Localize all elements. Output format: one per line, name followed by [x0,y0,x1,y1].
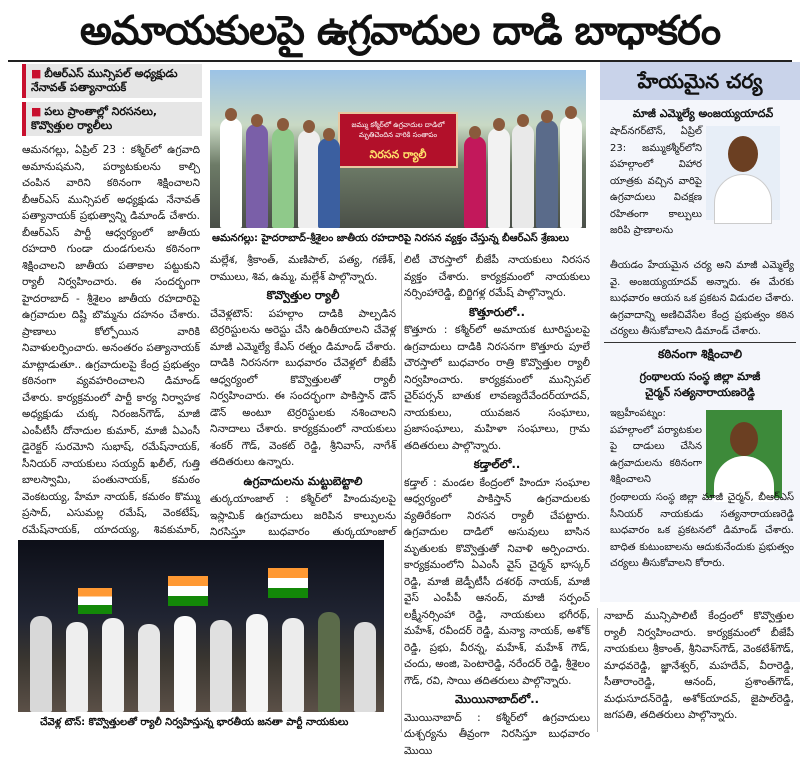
bullet-marker-icon: ■ [31,105,42,118]
person-figure [220,118,242,228]
column-rule [401,252,402,732]
flag-icon [168,576,208,606]
highlight-bullets [22,64,202,140]
candle-rally-photo [18,540,384,712]
subhead-candle-rally: కొవ్వొత్తుల ర్యాలీ [266,288,340,302]
column-1-text: ఆమనగల్లు, ఏప్రిల్‌ 23 : కశ్మీర్‌లో ఉగ్రవాది అమానుషమని, పర్యాటకులను కాల్చి చంపిన వారిని కఠినంగా శిక్షించాలని బీఆర్‌ఎస్‌ మున్సిపల్‌ అధ్యక్షుడు నేనావత్‌ పత్యానాయక్‌ ప్రభుత్వాన్ని డిమాండ్‌ చేశారు. బీఆర్‌ఎస్‌ పార్టీ ఆధ్వర్యంలో జాతీయ రహదారి గుండా దుండగులను కఠినంగా శిక్షించాలని జాతీయ పతాకాల పట్టుకుని ర్యాలీ నిర్వహించారు. ఈ సందర్భంగా హైదరాబాద్‌ - శ్రీశైలం జాతీయ రహదారిపై ఉగ్రవాదుల దిష్టి బొమ్మను దహనం చేశారు. ప్రాణాలు కోల్పోయిన వారికి నివాళులర్పించారు. అనంతరం పత్యానాయక్‌ మాట్లాడుతూ.. ఉగ్రవాదులపై కేంద్ర ప్రభుత్వం కఠినంగా వ్యవహరించాలని డిమాండ్‌ చేశారు. కార్యక్రమంలో పార్టీ కార్య నిర్వాహక అధ్యక్షుడు చుక్క నిరంజన్‌గౌడ్‌, మాజీ ఎంపీటీసీ దోనాదుల కుమార్‌, మాజీ ఏఎంసీ డైరెక్టర్‌ సురమోని సుభాష్‌, రమేష్‌నాయక్‌, సీనియర్‌ నాయకులు సయ్యద్‌ ఖలీల్‌, గుత్తి బాలస్వామి, పంతునాయక్‌, కమఠం వెంకటయ్య, హేమా నాయక్‌, కమఠం కొమ్ము ప్రసాద్‌, ఎసుమల్ల రమేష్‌, వెంకటేష్‌, రమేష్‌నాయక్‌, యాదయ్య, శివకుమార్‌, [22,144,200,536]
sidebar-story2-head1: గ్రంథాలయ సంస్థ జిల్లా మాజీ [639,370,761,383]
person-head [493,118,505,131]
sidebar-story1-narrow: షాద్‌నగర్‌టౌన్‌, ఏప్రిల్‌ 23: జమ్ముకశ్మీర్‌లోని పహల్గాంలో విహార యాత్రకు వచ్చిన వారిపై ఉగ్రవాదులు విచక్షణ రహితంగా కాల్పులు జరిపి ప్రాణాలను [610,126,702,236]
sidebar-story1-wide: తీయడం హేయమైన చర్య అని మాజీ ఎమ్మెల్యే వై. అంజయ్యయాదవ్‌ అన్నారు. ఈ మేరకు బుధవారం ఆయన ఒక ప్రకటన విడుదల చేశారు. ఉగ్రవాదాన్ని అణిచివేసేల కేంద్ర ప్రభుత్వం కఠిన చర్యలు తీసుకోవాలని డిమాండ్‌ చేశారు. [610,260,794,337]
portrait-anjaiah-yadav [706,126,780,220]
person-figure [282,618,304,712]
column-2-text: మల్లేశ, శ్రీకాంత్‌, మణిపాల్‌, పత్య, గణేశ్‌, రాములు, శివ, ఉమ్మ, మల్లేశ్‌ పాల్గొన్నారు. కొవ్వొత్తుల ర్యాలీ చేవెళ్లటౌన్‌: పహల్గాం దాడికి పాల్పడిన టెర్రరిస్టులను అరెస్టు చేసి ఉరితీయాలని చేవెళ్ల మాజీ ఎమ్మెల్యే కేఎస్‌ రత్నం డిమాండ్‌ చేశారు. దాడికి నిరసనగా బుధవారం చేవెళ్లలో బీజేపీ ఆధ్వర్యంలో కొవ్వొత్తులతో ర్యాలీ నిర్వహించారు. ఈ సందర్భంగా పాకిస్తాన్‌ డౌన్‌ డౌన్‌ అంటూ టెర్రరిస్టులకు నశించాలని నినాదాలు చేశారు. కార్యక్రమంలో నాయకులు శంకర్‌ గౌడ్‌, వెంకట్‌ రెడ్డి, శ్రీనివాస్‌, నాగేశ్‌ తదితరులు ఉన్నారు. ఉగ్రవాదులను మట్టుబెట్టాలి తుర్కయాంజాల్‌ : కశ్మీర్‌లో హిందువులపై ఇస్లామిక్‌ ఉగ్రవాదులు జరిపిన కాల్పులను నిరసిస్తూ బుధవారం తుర్కయాంజాల్‌ [210,254,396,538]
bottom-photo-caption: చేవెళ్ల టౌన్‌: కొవ్వొత్తులతో ర్యాలీ నిర్వహిస్తున్న భారతీయ జనతా పార్టీ నాయకులు [40,717,349,728]
column-3-text: లిటీ చౌరస్తాలో బీజేపీ నాయకులు నిరసన వ్యక్తం చేశారు. కార్యక్రమంలో నాయకులు నర్సింహారెడ్డి, బిర్జిగళ్ల రమేష్‌ పాల్గొన్నారు. కొత్తూరులో.. కొత్తూరు : కశ్మీర్‌లో అమాయక టూరిస్టులపై ఉగ్రవాదులు దాడికి నిరసనగా కొత్తూరు పూలే చౌరస్తాలో బుధవారం రాత్రి కొవ్వొత్తుల ర్యాలీ నిర్వహించారు. కార్యక్రమంలో మున్సిపల్‌ చైర్‌పర్సన్‌ బాతుక లావణ్యదేవేందర్‌యాదవ్‌, నాయకులు, యువజన సంఘాలు, ప్రజాసంఘాలు, మహిళా సంఘాలు, గ్రామ తదితరులు పాల్గొన్నారు. కడ్తాల్‌లో.. కడ్తాల్‌ : మండల కేంద్రంలో హిందూ సంఘాల ఆధ్వర్యంలో పాకిస్తాన్‌ ఉగ్రవాదులకు వ్యతిరేకంగా నిరసన ర్యాలీ చేపట్టారు. ఉగ్రవాదుల దాడిలో అసువులు బాసిన మృతులకు కొవ్వొత్తుతో నివాళి అర్పించారు. కార్యక్రమంలోని ఏఎంసీ వైస్‌ చైర్మన్‌ భాస్కర్‌ రెడ్డి, మాజీ జెడ్పీటీసీ దశరథ్‌ నాయక్‌, మాజీ వైస్‌ ఎంపీపీ ఆనంద్‌, మాజీ సర్పంచ్‌ లక్ష్మీనర్సింహా రెడ్డి, నాయకులు భగీరథ్‌, మహేశ్‌, రవీందర్‌ రెడ్డి, మన్యా నాయక్‌, అశోక్‌ రెడ్డి, ప్రభు, వీరన్న, మహేశ్‌, మహేశ్‌ గౌడ్‌, చందు, అంజి, పెంటారెడ్డి, నరేందర్‌ రెడ్డి, శ్రీశైలం గౌడ్‌, రవి, సాయి తదితరులు పాల్గొన్నారు. మొయినాబాద్‌లో.. మొయినాబాద్‌ : కశ్మీర్‌లో ఉగ్రవాదులు దుశ్చర్యను తీవ్రంగా నిరసిస్తూ బుధవారం మొయి [404,254,590,757]
protest-banner: జమ్ము కశ్మీర్‌లో ఉగ్రవాదుల దాడిలో మృతిచెందిన వారికి సంతాపం నిరసన ర్యాలీ [338,112,458,168]
person-head [277,118,289,131]
person-figure [464,136,486,228]
person-figure [298,130,320,228]
person-head [469,126,481,139]
person-head [225,108,237,121]
person-figure [512,124,534,228]
person-figure [354,622,376,712]
sidebar-title: హేయమైన చర్య [600,62,800,100]
sidebar-story2-wide: గ్రంథాలయ సంస్థ జిల్లా మాజీ చైర్మన్‌, బీఆర్‌ఎస్‌ సీనియర్‌ నాయకుడు సత్యనారాయణరెడ్డి బుధవారం ఒక ప్రకటనలో డిమాండ్‌ చేశారు. బాధిత కుటుంబాలను ఆదుకునేందుకు ప్రభుత్వం చర్యలు తీసుకోవాలని కోరారు. [610,492,794,569]
person-figure [138,624,160,712]
subhead-eliminate-terrorists: ఉగ్రవాదులను మట్టుబెట్టాలి [243,473,363,488]
person-figure [560,116,582,228]
flag-icon [78,588,112,614]
person-figure [174,616,196,712]
subhead-kadthal: కడ్తాల్‌లో.. [473,457,521,471]
person-figure [536,120,558,228]
subhead-moinabad: మొయినాబాద్‌లో.. [455,692,539,706]
bullet-item: ■ పలు ప్రాంతాల్లో నిరసనలు, కొవ్వొత్తుల ర్యాలీలు [22,102,202,136]
headline: అమాయకులపై ఉగ్రవాదుల దాడి బాధాకరం [79,8,721,54]
sidebar-story2-title: కఠినంగా శిక్షించాలి [657,347,743,361]
person-head [565,106,577,119]
portrait-face [728,136,758,172]
person-figure [210,620,232,712]
person-head [517,114,529,127]
person-figure [488,128,510,228]
flag-icon [268,568,308,598]
subhead-kothur: కొత్తూరులో.. [469,304,525,319]
protest-photo [210,70,586,228]
person-figure [246,124,268,228]
sidebar-story2-head2: చైర్మన్‌ సత్యనారాయణరెడ్డి [645,386,755,399]
bullet-marker-icon: ■ [31,67,42,80]
person-head [323,128,335,141]
sidebar-divider [604,342,796,343]
person-figure [66,622,88,712]
sidebar-story1-head: మాజీ ఎమ్మెల్యే అంజయ్యయాదవ్‌ [632,107,774,120]
portrait-shirt [714,174,772,224]
column-4-bottom-text: నాబాద్‌ మున్సిపాలిటీ కేంద్రంలో కొవ్వొత్తుల ర్యాలీ నిర్వహించారు. కార్యక్రమంలో బీజేపీ నాయకులు శ్రీకాంత్‌, శ్రీనివాస్‌గౌడ్‌, వెంకటేశ్‌గౌడ్‌, మాధవరెడ్డి, జ్ఞానేశ్వర్‌, మహదేవ్‌, వీరారెడ్డి, సీతారాంరెడ్డి, ఆనంద్‌, ప్రశాంత్‌గౌడ్‌, మధుసూదన్‌రెడ్డి, అశోక్‌యాదవ్‌, జైపాల్‌రెడ్డి, జగపతి, తదితరులు పాల్గొన్నారు. [604,610,794,721]
sidebar-story2-narrow: ఇబ్రహీంపట్నం: పహల్గాంలో పర్యాటకుల పై దాడులు చేసిన ఉగ్రవాదులను కఠినంగా శిక్షించాలని [610,408,702,485]
portrait-satyanarayana-reddy [706,410,782,498]
person-head [251,114,263,127]
person-figure [102,618,124,712]
person-figure [272,128,294,228]
person-head [541,110,553,123]
column-rule [597,608,598,732]
top-photo-caption: ఆమనగల్లు: హైదరాబాద్‌-శ్రీశైలం జాతీయ రహదారిపై నిరసన వ్యక్తం చేస్తున్న బీఆర్‌ఎస్‌ శ్రేణులు [212,233,569,244]
person-figure [318,612,340,712]
person-figure [246,614,268,712]
person-head [303,120,315,133]
portrait-face [730,422,758,456]
person-figure [30,616,52,712]
person-figure [318,138,340,228]
bullet-item: ■ బీఆర్‌ఎస్‌ మున్సిపల్‌ అధ్యక్షుడు నేనావత్‌ పత్యానాయక్‌ [22,64,202,98]
